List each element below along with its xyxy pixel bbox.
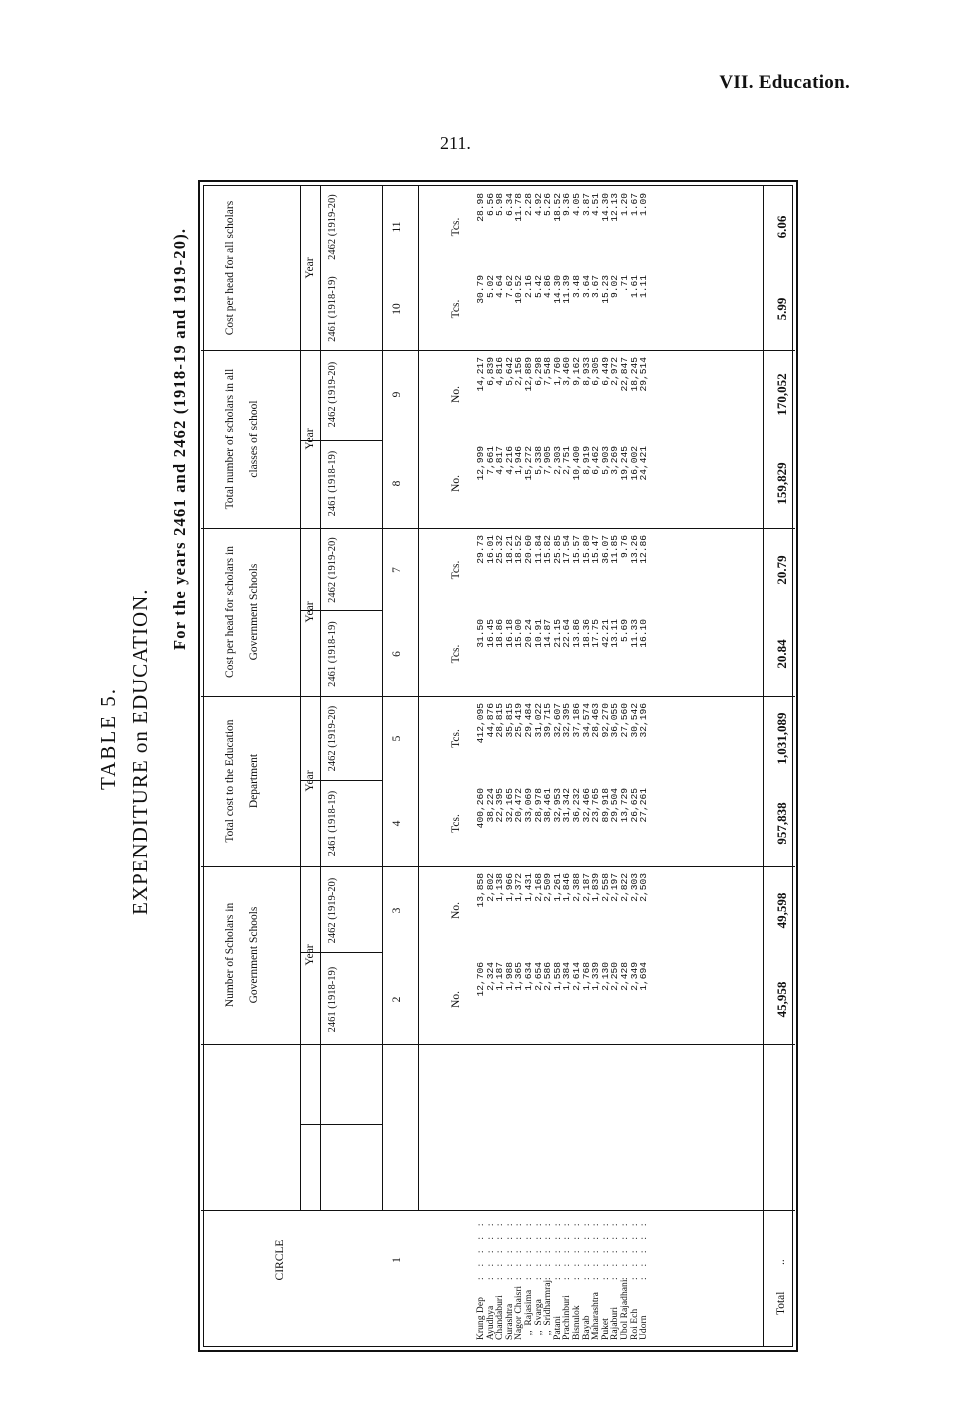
year-2462: 2462 (1919-20) <box>327 361 338 428</box>
year-2462: 2462 (1919-20) <box>327 194 338 260</box>
table-subtitle: For the years 2461 and 2462 (1918-19 and 1919-20). <box>170 227 189 650</box>
column-number: 8 <box>391 480 403 487</box>
total-label: Total <box>775 1291 787 1315</box>
unit-label: Tcs. <box>450 299 462 319</box>
total-value: 20.79 <box>774 555 789 585</box>
data-column-cost-2462: 412,095 44,876 28,815 35,815 25,419 29,484 31,022 39,715 32,607 32,395 37,186 34,574 28,463 92,270 36,055 27,560 30,542 32,196 <box>475 703 650 744</box>
data-column-head-gov-2461: 31.50 16.45 18.86 16.18 15.00 20.24 10.91 14.87 21.15 22.64 13.86 18.36 17.75 42.21 13.11 5.69 11.33 16.10 <box>475 619 650 648</box>
data-column-head-gov-2462: 29.73 16.01 25.32 18.21 18.52 20.60 11.84 15.82 25.85 17.54 15.57 15.80 15.47 36.07 11.85 9.76 13.26 12.86 <box>475 535 650 564</box>
rule <box>201 1044 795 1045</box>
column-header-cost-head-gov: Cost per head for scholars in Government Schools <box>224 546 260 678</box>
data-column-cost-2461: 400,260 38,224 22,395 32,165 20,472 33,069 28,978 38,461 32,953 31,342 36,232 32,466 23,765 89,918 29,504 13,729 26,625 27,261 <box>475 788 650 829</box>
data-column-total-2462: 14,217 6,839 4,816 5,642 2,156 12,889 6,298 7,548 1,760 3,460 9,162 8,933 6,305 6,449 2,972 22,847 18,245 29,514 <box>475 357 650 392</box>
rule <box>201 866 795 867</box>
rule <box>418 185 419 1210</box>
year-2461: 2461 (1918-19) <box>327 790 338 857</box>
column-header-cost-head-all: Cost per head for all scholars <box>224 200 236 336</box>
rule <box>382 185 383 1210</box>
circle-names: Krung Dep Ayudhya Chandaburi Surashtra Nagor Chaisri ,, Rajasima ,, Svarga ,, Sridharmraj Patani Prachinburi Bisnulok Bayab Maharashtra Puket Rajaburi Ubol Rajadhani Roi Ech Udorn <box>475 1279 650 1340</box>
column-number: 6 <box>391 651 403 657</box>
rule <box>320 952 382 953</box>
data-column-head-all-2461: 30.79 5.02 4.64 7.62 10.52 2.16 5.42 4.86 14.30 11.39 3.48 3.64 3.67 15.23 9.02 .71 1.61 1.11 <box>475 275 650 304</box>
total-value: 957,838 <box>774 802 789 845</box>
rule <box>320 610 382 611</box>
total-value: 45,958 <box>774 981 789 1018</box>
rule <box>300 185 301 1210</box>
year-label: Year <box>304 257 316 279</box>
page-number: 211. <box>440 133 471 153</box>
column-number: 9 <box>391 391 403 398</box>
rule <box>320 1124 382 1125</box>
column-number: 4 <box>391 820 403 827</box>
unit-label: Tcs. <box>450 217 462 237</box>
data-column-sch-gov-2461: 12,706 2,324 1,187 1,988 1,365 1,634 2,654 2,586 1,558 1,384 2,614 1,768 1,339 2,130 2,250 2,428 2,349 1,694 <box>475 962 650 997</box>
column-header-total-number: Total number of scholars in all classes of school <box>224 368 260 510</box>
table-number: TABLE 5. <box>96 687 120 790</box>
unit-label: No. <box>450 475 462 492</box>
column-number: 1 <box>391 1257 403 1263</box>
column-number: 10 <box>391 303 403 315</box>
total-value: 159,829 <box>774 462 789 505</box>
year-2461: 2461 (1918-19) <box>327 621 338 687</box>
data-column-head-all-2462: 28.98 6.56 5.98 6.34 11.78 2.28 4.92 5.26 18.52 9.36 4.05 3.87 4.51 14.30 12.13 1.20 1.67 1.09 <box>475 193 650 222</box>
year-2461: 2461 (1918-19) <box>327 276 338 342</box>
year-label: Year <box>304 944 316 966</box>
column-number: 5 <box>391 735 403 742</box>
column-number: 7 <box>391 567 403 573</box>
unit-label: No. <box>450 991 462 1008</box>
total-value: 1,031,089 <box>774 712 789 765</box>
unit-label: Tcs. <box>450 729 462 748</box>
total-value: 20.84 <box>774 639 789 669</box>
year-2462: 2462 (1919-20) <box>327 537 338 603</box>
expenditure-table <box>198 180 798 1352</box>
column-header-circle: CIRCLE <box>274 1239 286 1281</box>
rule <box>201 528 795 529</box>
year-2462: 2462 (1919-20) <box>327 877 338 944</box>
leader-dots: : : : : : : : : : : : : : : : : : : : : : : : : : : : : : : : : : : : : : : : : : : : : : : : : : : : : : : : : : : : : : : : : : : : : : : : : : : : : : : : : : : : : : : : : : : <box>475 1221 650 1280</box>
year-2461: 2461 (1918-19) <box>327 966 338 1033</box>
rule <box>763 185 764 1347</box>
unit-label: Tcs. <box>450 560 462 580</box>
section-heading: VII. Education. <box>719 72 850 93</box>
total-value: 170,052 <box>774 373 789 416</box>
year-label: Year <box>304 601 316 623</box>
column-header-total-cost: Total cost to the Education Department <box>224 719 260 843</box>
rule <box>201 350 795 351</box>
rule <box>201 696 795 697</box>
unit-label: Tcs. <box>450 814 462 833</box>
total-value: 6.06 <box>774 215 789 239</box>
column-number: 3 <box>391 907 403 914</box>
unit-label: No. <box>450 902 462 919</box>
year-2461: 2461 (1918-19) <box>327 450 338 517</box>
total-value: 5.99 <box>774 297 789 321</box>
column-number: 11 <box>391 221 403 233</box>
column-number: 2 <box>391 996 403 1003</box>
data-column-sch-gov-2462: 13,858 2,802 1,138 1,966 1,372 1,431 2,168 2,509 1,261 1,846 2,388 2,187 1,839 2,558 2,197 2,822 2,303 2,503 <box>475 873 650 908</box>
rule <box>320 440 382 441</box>
total-dots: .. <box>775 1259 787 1265</box>
year-label: Year <box>304 428 316 450</box>
total-value: 49,598 <box>774 892 789 929</box>
column-header-scholars-gov: Number of Scholars in Government Schools <box>224 902 260 1008</box>
data-column-total-2461: 12,999 7,661 4,817 4,216 1,946 15,272 5,338 7,905 2,303 2,751 10,400 8,919 6,462 5,903 3,269 19,245 16,002 24,421 <box>475 446 650 481</box>
rule <box>320 780 382 781</box>
rule <box>320 185 321 1210</box>
year-label: Year <box>304 770 316 792</box>
unit-label: Tcs. <box>450 644 462 664</box>
unit-label: No. <box>450 386 462 403</box>
table-title: EXPENDITURE on EDUCATION. <box>128 588 152 915</box>
year-2462: 2462 (1919-20) <box>327 705 338 772</box>
